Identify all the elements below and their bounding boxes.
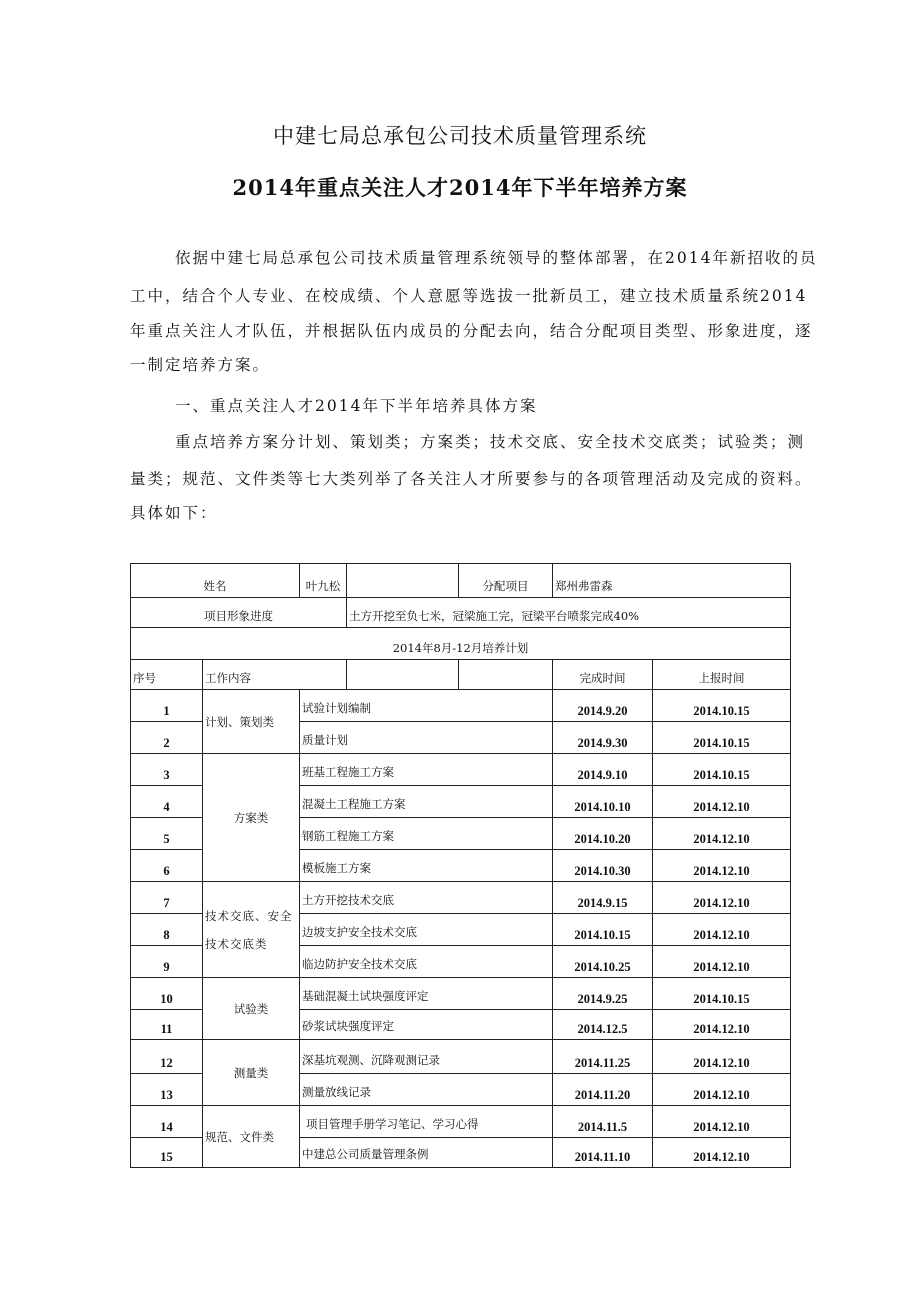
category-cell: 计划、策划类 xyxy=(203,690,300,754)
row-item: 测量放线记录 xyxy=(300,1074,553,1106)
paragraph-line: 具体如下： xyxy=(130,504,218,522)
category-cell: 方案类 xyxy=(203,754,300,882)
paragraph-line: 量类；规范、文件类等七大类列举了各关注人才所要参与的各项管理活动及完成的资料。 xyxy=(130,470,813,488)
row-seq: 14 xyxy=(131,1106,203,1138)
row-done: 2014.11.5 xyxy=(553,1106,653,1138)
table-row xyxy=(131,1106,791,1138)
row-seq: 13 xyxy=(131,1074,203,1106)
category-cell: 规范、文件类 xyxy=(203,1106,300,1168)
row-report: 2014.12.10 xyxy=(653,818,791,850)
progress-value: 土方开挖至负七米，冠梁施工完，冠梁平台喷浆完成40% xyxy=(347,598,791,628)
row-report: 2014.12.10 xyxy=(653,786,791,818)
row-report: 2014.12.10 xyxy=(653,1074,791,1106)
row-done: 2014.10.10 xyxy=(553,786,653,818)
row-report: 2014.12.10 xyxy=(653,946,791,978)
paragraph-line: 一制定培养方案。 xyxy=(130,356,271,374)
row-report: 2014.12.10 xyxy=(653,1010,791,1040)
info-row xyxy=(131,564,791,598)
row-done: 2014.9.30 xyxy=(553,722,653,754)
row-item: 项目管理手册学习笔记、学习心得 xyxy=(300,1106,553,1138)
row-report: 2014.10.15 xyxy=(653,690,791,722)
row-report: 2014.12.10 xyxy=(653,850,791,882)
table-row xyxy=(131,882,791,914)
paragraph-line: 依据中建七局总承包公司技术质量管理系统领导的整体部署，在2014年新招收的员 xyxy=(175,249,818,267)
row-seq: 10 xyxy=(131,978,203,1010)
row-item: 深基坑观测、沉降观测记录 xyxy=(300,1040,553,1074)
header-content: 工作内容 xyxy=(203,660,347,690)
row-report: 2014.10.15 xyxy=(653,978,791,1010)
row-item: 钢筋工程施工方案 xyxy=(300,818,553,850)
row-seq: 5 xyxy=(131,818,203,850)
row-item: 砂浆试块强度评定 xyxy=(300,1010,553,1040)
header-row xyxy=(131,660,791,690)
row-item: 试验计划编制 xyxy=(300,690,553,722)
paragraph-line: 重点培养方案分计划、策划类；方案类；技术交底、安全技术交底类；试验类；测 xyxy=(175,433,806,451)
category-cell: 测量类 xyxy=(203,1040,300,1106)
row-done: 2014.10.15 xyxy=(553,914,653,946)
row-item: 土方开挖技术交底 xyxy=(300,882,553,914)
project-value: 郑州弗雷森 xyxy=(553,564,791,598)
row-report: 2014.12.10 xyxy=(653,1106,791,1138)
header-done: 完成时间 xyxy=(553,660,653,690)
row-report: 2014.12.10 xyxy=(653,914,791,946)
name-value: 叶九松 xyxy=(300,564,347,598)
table-row xyxy=(131,690,791,722)
row-done: 2014.9.20 xyxy=(553,690,653,722)
row-seq: 2 xyxy=(131,722,203,754)
table-row xyxy=(131,1040,791,1074)
row-done: 2014.9.10 xyxy=(553,754,653,786)
plan-title-row xyxy=(131,628,791,660)
row-done: 2014.10.20 xyxy=(553,818,653,850)
row-done: 2014.9.25 xyxy=(553,978,653,1010)
row-report: 2014.12.10 xyxy=(653,1040,791,1074)
row-report: 2014.12.10 xyxy=(653,1138,791,1168)
row-seq: 3 xyxy=(131,754,203,786)
row-seq: 15 xyxy=(131,1138,203,1168)
row-report: 2014.10.15 xyxy=(653,754,791,786)
name-label: 姓名 xyxy=(131,564,300,598)
paragraph-line: 工中，结合个人专业、在校成绩、个人意愿等选拔一批新员工，建立技术质量系统2014 xyxy=(130,287,808,305)
row-item: 临边防护安全技术交底 xyxy=(300,946,553,978)
row-done: 2014.10.30 xyxy=(553,850,653,882)
training-plan-table xyxy=(130,563,791,1168)
row-seq: 7 xyxy=(131,882,203,914)
table-row xyxy=(131,754,791,786)
row-item: 混凝土工程施工方案 xyxy=(300,786,553,818)
progress-label: 项目形象进度 xyxy=(131,598,347,628)
row-seq: 8 xyxy=(131,914,203,946)
header-blank xyxy=(347,660,459,690)
header-seq: 序号 xyxy=(131,660,203,690)
row-item: 模板施工方案 xyxy=(300,850,553,882)
row-done: 2014.9.15 xyxy=(553,882,653,914)
document-subtitle: 2014年重点关注人才2014年下半年培养方案 xyxy=(232,175,688,200)
row-seq: 11 xyxy=(131,1010,203,1040)
project-label: 分配项目 xyxy=(459,564,553,598)
row-report: 2014.12.10 xyxy=(653,882,791,914)
paragraph-line: 年重点关注人才队伍，并根据队伍内成员的分配去向，结合分配项目类型、形象进度，逐 xyxy=(130,322,813,340)
header-report: 上报时间 xyxy=(653,660,791,690)
row-item: 质量计划 xyxy=(300,722,553,754)
row-done: 2014.11.20 xyxy=(553,1074,653,1106)
document-title: 中建七局总承包公司技术质量管理系统 xyxy=(273,124,647,148)
row-done: 2014.12.5 xyxy=(553,1010,653,1040)
empty-cell xyxy=(347,564,459,598)
row-seq: 9 xyxy=(131,946,203,978)
row-done: 2014.11.25 xyxy=(553,1040,653,1074)
header-blank xyxy=(459,660,553,690)
row-item: 基础混凝土试块强度评定 xyxy=(300,978,553,1010)
category-cell: 试验类 xyxy=(203,978,300,1040)
row-item: 班基工程施工方案 xyxy=(300,754,553,786)
row-item: 中建总公司质量管理条例 xyxy=(300,1138,553,1168)
row-seq: 6 xyxy=(131,850,203,882)
row-seq: 12 xyxy=(131,1040,203,1074)
row-seq: 1 xyxy=(131,690,203,722)
row-seq: 4 xyxy=(131,786,203,818)
progress-row xyxy=(131,598,791,628)
row-done: 2014.11.10 xyxy=(553,1138,653,1168)
category-cell: 技术交底、安全技术交底类 xyxy=(203,882,300,978)
row-item: 边坡支护安全技术交底 xyxy=(300,914,553,946)
row-report: 2014.10.15 xyxy=(653,722,791,754)
section-heading: 一、重点关注人才2014年下半年培养具体方案 xyxy=(175,397,538,415)
plan-title: 2014年8月-12月培养计划 xyxy=(131,628,791,660)
row-done: 2014.10.25 xyxy=(553,946,653,978)
table-row xyxy=(131,978,791,1010)
